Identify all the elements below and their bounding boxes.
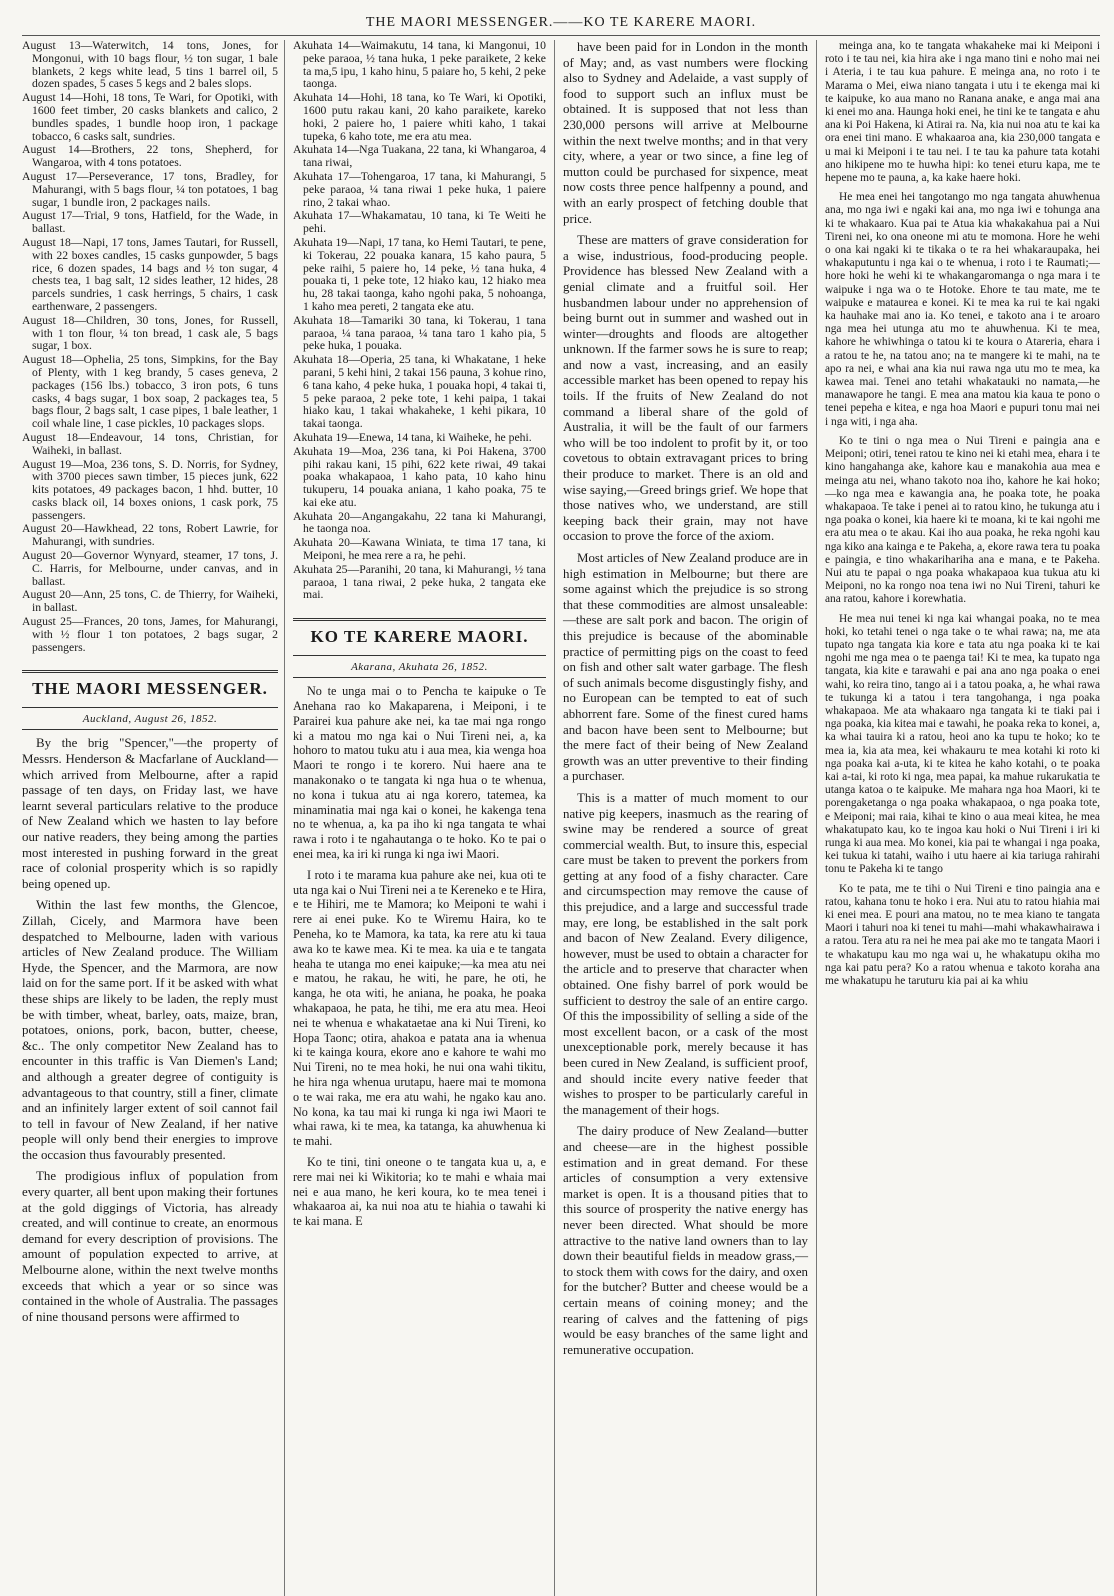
article-paragraph: The dairy produce of New Zealand—butter and cheese—are in the highest possible estimation and in great demand. For these articles of consumption a very extensive market is open. It is a thousand pities that to this source of prosperity the native energy has never been directed. What should be more attractive to the native land owners than to lay down their beautiful fields in meadow grass,—to stock them with cows for the dairy, and oxen for the butcher? Butter and cheese would be a certain means of coining money; and the rearing of calves and the fattening of pigs would be easy branches of the same light and remunerative occupation. bbox=[563, 1124, 808, 1357]
article-paragraph: The prodigious influx of population from every quarter, all bent upon making their fortunes at the gold diggings of Victoria, has already created, and will continue to create, an enormous demand for every description of provisions. The amount of population expected to arrive, at Melbourne alone, within the next twelve months exceeds that which a year or so since was contained in the whole of Australia. The passages of nine thousand persons were affirmed to bbox=[22, 1169, 278, 1324]
maori-dateline: Akarana, Akuhata 26, 1852. bbox=[293, 655, 546, 673]
maori-article bbox=[293, 684, 546, 1229]
maori-article-continued bbox=[825, 40, 1100, 988]
shipping-entry: August 14—Brothers, 22 tons, Shepherd, for Wangaroa, with 4 tons potatoes. bbox=[22, 143, 278, 170]
shipping-entry: Akuhata 14—Hohi, 18 tana, ko Te Wari, ki Opotiki, 1600 putu rakau kani, 20 kaho paraikete, kareko hoki, 2 paiere ho, 1 paiere whiti kaho, 1 takai tupeka, 6 kaho tote, me era atu mea. bbox=[293, 91, 546, 143]
shipping-entry: August 17—Trial, 9 tons, Hatfield, for the Wade, in ballast. bbox=[22, 209, 278, 236]
shipping-entry: August 20—Hawkhead, 22 tons, Robert Lawrie, for Mahurangi, with sundries. bbox=[22, 522, 278, 549]
column-3 bbox=[554, 40, 816, 1596]
column-2 bbox=[284, 40, 554, 1596]
article-paragraph: He mea enei hei tangotango mo nga tangata ahuwhenua ana, mo nga iwi e ngaki kai ana, mo nga iwi e tohunga ana ki te whakaaro. Kua pai te Atua kia whakakahua pai a Nui Tireni nei, ko ona oneone mi atu te momona. Hore he wehi o ona kai ngaki ki te tikaka o te ra hei whakaraupaka, hei whakaputuntu i nga kai o te whenua, i roto i te Raumati;—hore hoki he wehi ki te whakangaromanga o nga mara i te waipuke i nga wa o te Hotoke. Ehore te tau mate, me te waipuke e mataurea e konei. Ki te mea ka rui te kai ngaki ka hauhake mai ano ia. Ko tenei, e takoto ana i te aroaro nga mea hei utunga atu mo te ahuwhenua. Ki te mea, kahore he whiwhinga o tatou ki te koura o Atareria, ehara i a ratou te he, na tatou ano; na te mangere ki te mahi, na te apo ra nei, e whai ana kia nui rawa nga utu mo te mea, ka kawea mai. Tenei ano tetahi whakatauki no namata,—he manawapore he tangi. E mea ana matou kia kaua te pono o tenei pepeha e kitea, e nga hoa Maori e pupuri tonu mai nei i nga witi, i nga aha. bbox=[825, 191, 1100, 428]
article-paragraph: meinga ana, ko te tangata whakaheke mai ki Meiponi i roto i te tau nei, kia hira ake i nga mano tini e noho mai nei i Ateria, i te tau kua pahure. E meinga ana, no roto i te Marama o Mei, eiwa niano tangata i utu i te ekenga mai ki te kaipuke, ko aua mano no Ranana anake, e anga mai ana ki enei mo ana. Haunga hoki enei, he tini ke te tangata e ahu ana ki Poi Hakena, ki Atirai ra. Na, kia nui noa atu te kai ka ora enei tini mano. E whakaaroa ana, kia 230,000 tangata e u mai ki Meiponi i te tau nei. I te tau ka pahure tata kotahi ano hikipene mo te huwha hipi: ko tenei eturu kapa, me te hepene mo te pauna, a, ka kake haere hoki. bbox=[825, 40, 1100, 185]
shipping-list-maori bbox=[293, 40, 546, 602]
shipping-entry: Akuhata 25—Paranihi, 20 tana, ki Mahurangi, ½ tana paraoa, 1 tana riwai, 2 peke huka, 2 tangata eke mai. bbox=[293, 562, 546, 602]
english-article bbox=[22, 736, 278, 1325]
column-4 bbox=[816, 40, 1100, 1596]
english-masthead-title: THE MAORI MESSENGER. bbox=[32, 679, 268, 699]
shipping-entry: August 17—Perseverance, 17 tons, Bradley, for Mahurangi, with 5 bags flour, ¼ ton potatoes, 1 bag sugar, 1 bundle iron, 2 packages nails. bbox=[22, 169, 278, 209]
shipping-entry: Akuhata 18—Tamariki 30 tana, ki Tokerau, 1 tana paraoa, ¼ tana paraoa, ¼ tana taro 1 kaho pia, 5 peke huka, 1 pouaka. bbox=[293, 313, 546, 353]
article-paragraph: Ko te pata, me te tihi o Nui Tireni e tino paingia ana e ratou, kahana tonu te hoko i era. Nui atu to ratou hiahia mai ki enei mea. E pouri ana matou, no te mea kiano te tangata Maori i tahuri noa ki tenei tu mahi—mahi whakawhairawa i a ratou. Tera atu ra nei he mea pai ake mo te tangata Maori i te whakatupu kau mo nga wai u, he whakatupu okiha mo nga kai patu pera? Ko a ratou whenua e takoto koraha ana me whakatupu he taruturu kia pai ai ka whiu bbox=[825, 882, 1100, 988]
shipping-entry: Akuhata 19—Enewa, 14 tana, ki Waiheke, he pehi. bbox=[293, 430, 532, 444]
shipping-entry: August 19—Moa, 236 tons, S. D. Norris, for Sydney, with 3700 pieces sawn timber, 15 pieces junk, 622 kits potatoes, 49 packages bacon, 1 hhd. butter, 10 casks black oil, 14 boxes onions, 1 cask pork, 75 passengers. bbox=[22, 457, 278, 522]
shipping-entry: Akuhata 20—Kawana Winiata, te tima 17 tana, ki Meiponi, he mea rere a ra, he pehi. bbox=[293, 536, 546, 563]
running-head: THE MAORI MESSENGER.——KO TE KARERE MAORI. bbox=[22, 14, 1100, 36]
shipping-entry: Akuhata 18—Operia, 25 tana, ki Whakatane, 1 heke parani, 5 kehi hini, 2 takai 156 pauna, 3 kohue rino, 6 tana kaho, 4 peke huka, 1 pouaka hopi, 4 takai ti, 5 peke paraoa, 2 peke tote, 1 kehi paipa, 1 takai hiako kau, 1 takai whakaheke, 1 kehi pikara, 10 takai taonga. bbox=[293, 353, 546, 431]
shipping-entry: August 14—Hohi, 18 tons, Te Wari, for Opotiki, with 1600 feet timber, 20 casks blankets and calico, 2 bundles spades, 1 bundle hoop iron, 1 package tobacco, 6 casks salt, sundries. bbox=[22, 91, 278, 143]
shipping-entry: Akuhata 19—Moa, 236 tana, ki Poi Hakena, 3700 pihi rakau kani, 15 pihi, 622 kete riwai, 49 takai poaka whakapaoa, 1 kaho pata, 10 kaho hinu tukuperu, 14 pouaka aniana, 1 kaho poaka, 75 te kai eke atu. bbox=[293, 444, 546, 509]
maori-masthead bbox=[293, 618, 546, 678]
shipping-entry: Akuhata 17—Whakamatau, 10 tana, ki Te Weiti he pehi. bbox=[293, 209, 546, 236]
shipping-entry: August 18—Napi, 17 tons, James Tautari, for Russell, with 22 boxes candles, 15 casks gunpowder, 5 bags rice, 6 dozen spades, 14 bags and ½ ton sugar, 4 chests tea, 1 bag salt, 12 sides leather, 12 hides, 28 parcels sundries, 1 cask herrings, 5 chairs, 1 cask earthenware, 2 passengers. bbox=[22, 235, 278, 313]
article-paragraph: have been paid for in London in the month of May; and, as vast numbers were flocking also to Sydney and Adelaide, a vast supply of food to support such an influx must be obtained. It is supposed that not less than 230,000 persons will arrive at Melbourne within the next twelve months; and in that very city, where, a year or two since, a fine leg of mutton could be purchased for sixpence, meat now costs three pence halfpenny a pound, and with an early prospect of fetching double that price. bbox=[563, 40, 808, 226]
article-paragraph: By the brig "Spencer,"—the property of Messrs. Henderson & Macfarlane of Auckland—which arrived from Melbourne, after a rapid passage of ten days, on Friday last, we have learnt several particulars relative to the produce of New Zealand which we hasten to lay before our native readers, they being among the parties most interested in pushing forward in the great race of colonial prosperity which is so rapidly being opened up. bbox=[22, 736, 278, 891]
article-paragraph: Ko te tini, tini oneone o te tangata kua u, a, e rere mai nei ki Wikitoria; ko te mahi e whaia mai nei e aua mano, he keri koura, ko te mea tenei i whakaaroa ai, ka nui noa atu te hiahia o tawahi ki te kai mana. E bbox=[293, 1154, 546, 1229]
shipping-entry: August 18—Children, 30 tons, Jones, for Russell, with 1 ton flour, ¼ ton bread, 1 cask ale, 5 bags sugar, 1 box. bbox=[22, 313, 278, 353]
article-paragraph: Ko te tini o nga mea o Nui Tireni e paingia ana e Meiponi; otiri, tenei ratou te kino nei ki etahi mea, ehara i te kino hangahanga ake, kahore kau e manakohia aua mea e meinga atu nei, whano takoto noa iho, kahore he kai hoko;—ko nga mea e kawangia ana, he poaka tote, he poaka whakapaoa. Te take i penei ai to ratou kino, he tukunga atu i nga poaka o konei, kia haere ki te moana, ki te kai ngohi me era atu mea o te akau. Kai iho aua poaka, he reka ngohi kau nga kiko ana kainga e te Pakeha, a, ekore rawa tera tu poaka e paingia, e tino whakarihariha ana e mana, e te Pakeha. Nui atu te papai o nga poaka whakapaoa kua tukua atu ki Meiponi, no ka rongo noa tena iwi no Nui Tireni, tahuri ke ana ratou, kahore i korewhatia. bbox=[825, 434, 1100, 606]
shipping-list-english bbox=[22, 40, 278, 654]
article-paragraph: This is a matter of much moment to our native pig keepers, inasmuch as the rearing of swine may be rendered a source of great commercial wealth. But, to insure this, especial care must be taken to prevent the porkers from getting at any food of a fishy character. Care and circumspection may remove the cause of this prejudice, and a large and successful trade may, ere long, be established in the salt pork and bacon of New Zealand. Every diligence, however, must be used to obtain a character for the article and to preserve that character when obtained. One fishy barrel of pork would be sufficient to destroy the sale of an entire cargo. Of this the impossibility of selling a side of the most excellent bacon, or a cask of the most unexceptionable pork, merely because it has been cured in New Zealand, is sufficient proof, and should incite every native feeder that wishes to prosper to be particularly careful in the management of their hogs. bbox=[563, 790, 808, 1117]
shipping-entry: August 13—Waterwitch, 14 tons, Jones, for Mongonui, with 10 bags flour, ½ ton sugar, 1 bale blankets, 2 kegs white lead, 5 tins 1 barrel oil, 5 dozen spades, 5 cases 5 kegs and 2 bales slops. bbox=[22, 40, 278, 91]
article-paragraph: Within the last few months, the Glencoe, Zillah, Cicely, and Marmora have been despatched to Melbourne, laden with various articles of New Zealand produce. The William Hyde, the Spencer, and the Marmora, are now laid on for the same port. If it be asked with what these ships are likely to be laden, the reply must be with timber, wheat, barley, oats, maize, bran, potatoes, onions, pork, bacon, butter, cheese, &c.. The only competitor New Zealand has to encounter in this traffic is Van Diemen's Land; and although a greater degree of contiguity is advantageous to that country, still a finer, climate and an infinitely larger extent of soil cannot fail to tell in favour of New Zealand, if her native people will only bend their energies to improve the occasion thus favourably presented. bbox=[22, 898, 278, 1162]
article-paragraph: I roto i te marama kua pahure ake nei, kua oti te uta nga kai o Nui Tireni nei a te Kereneko e te Hira, e te Hihiri, me te Mamora; ko Meiponi te wahi i rere ai enei puke. Ko te Wiremu Haira, ko te Peneha, ko te Mamora, ka tata, ka rere atu ki taua awa ko te kawe mea. Ki te mea. ka uia e te tangata heaha te utanga mo enei kaipuke;—ka mea atu nei e matou, he rakau, he witi, he pare, he oti, he kanga, he ota witi, he aniana, he poaka, he poaka whakapaoa, he pata, he tihi, me era atu mea. Heoi nei te whenua e whakataetae ana ki Nui Tireni, ko Hopa Taonc; otira, ahakoa e patata ana ia whenua ki te kainga koura, ekore ano e kahore te wahi mo Nui Tireni, no te mea hoki, he nui ona wahi tikitu, he hira nga whenua urutapu, haere mai te momona o te wai raka, me era atu wahi, he ngako kau ano. No kona, ka tau mai ki runga ki nga iwi Maori te whai rawa, ki te mea, ka tatanga, ka ahuwhenua ki te mahi. bbox=[293, 867, 546, 1149]
shipping-entry: August 20—Ann, 25 tons, C. de Thierry, for Waiheki, in ballast. bbox=[22, 588, 278, 615]
maori-masthead-title: KO TE KARERE MAORI. bbox=[310, 627, 529, 647]
shipping-entry: August 18—Ophelia, 25 tons, Simpkins, for the Bay of Plenty, with 1 keg brandy, 5 cases geneva, 2 packages (156 lbs.) tobacco, 3 iron pots, 6 tuns casks, 4 bags sugar, 1 box soap, 2 packages tea, 5 bags flour, 2 bags salt, 1 case pipes, 1 bale leather, 1 coil whale line, 1 case pickles, 10 packages slops. bbox=[22, 353, 278, 431]
shipping-entry: Akuhata 17—Tohengaroa, 17 tana, ki Mahurangi, 5 peke paraoa, ¼ tana riwai 1 peke huka, 1 paiere rino, 2 takai whao. bbox=[293, 169, 546, 209]
shipping-entry: August 20—Governor Wynyard, steamer, 17 tons, J. C. Harris, for Melbourne, under canvas, and in ballast. bbox=[22, 549, 278, 588]
shipping-entry: August 18—Endeavour, 14 tons, Christian, for Waiheki, in ballast. bbox=[22, 430, 278, 457]
english-dateline: Auckland, August 26, 1852. bbox=[22, 707, 278, 725]
shipping-entry: August 25—Frances, 20 tons, James, for Mahurangi, with ½ flour 1 ton potatoes, 2 bags sugar, 2 passengers. bbox=[22, 615, 278, 654]
article-paragraph: Most articles of New Zealand produce are in high estimation in Melbourne; but there are some against which the prejudice is so strong that these commodities are almost unsaleable:—these are salt pork and bacon. The origin of this prejudice is because of the abominable practice of permitting pigs on the coast to feed on fish and other salt water garbage. The flesh of such animals become disgustingly fishy, and no European can be tempted to eat of such abhorrent fare. Some of the finest cured hams and bacon have been sent to Melbourne; but the mere fact of their being of New Zealand growth was an utter preventive to their finding a purchaser. bbox=[563, 551, 808, 784]
article-paragraph: These are matters of grave consideration for a wise, industrious, food-producing people. Providence has blessed New Zealand with a genial climate and a fruitful soil. Her husbandmen labour under no apprehension of being burnt out in summer and washed out in winter—droughts and floods are altogether unknown. If the farmer sows he is sure to reap; and now a vast, increasing, and an easily accessible market has been opened to repay his toils. If the fruits of New Zealand do not command a liberal share of the gold of Australia, it will be the fault of our farmers who will be too indolent to profit by it, or too covetous to obtain extravagant prices to bring their produce to market. There is an old and wise saying,—Greed brings grief. We hope that those natives who, we understand, are still keeping back their grain, may not have occasion to prove the force of the axiom. bbox=[563, 233, 809, 544]
column-1 bbox=[22, 40, 284, 1596]
shipping-entry: Akuhata 19—Napi, 17 tana, ko Hemi Tautari, te pene, ki Tokerau, 22 pouaka kanara, 15 kaho paura, 5 peke raihi, 5 paiere ho, 14 peke, ½ tana huka, 4 pouaka ti, 1 peke tote, 12 hiako kau, 12 hiako mea hu, 28 takai taonga, kaho ngohi paka, 5 nohoanga, 1 kaho mea pereti, 2 tangata eke atu. bbox=[293, 235, 546, 313]
english-masthead bbox=[22, 670, 278, 730]
article-paragraph: He mea nui tenei ki nga kai whangai poaka, no te mea hoki, ko tetahi tenei o nga take o te whai rawa; na, me ata tupato nga tangata kia kore e tata atu nga poaka ki te kai ngohi me nga mea o te paenga tai! Ki te mea, ka tupato nga tangata, kia kite e tarawahi e pai ana ano nga poaka o enei wahi, ko reira tino, tango ai i a tatou poaka, a, he whai rawa te tukunga ki a tatou i tera tangohanga, i nga poaka whakapaoa. Me ata whakaaro nga tangata ki te tiaki pai i nga poaka, kia kitea mai e tawahi, he poaka reka to konei, a, ka whai tauira ki a ratou, heoi ano ka tupu te hoko; ko te mea ia, kia ata mea, kei whakauru te mea kotahi ki roto ki nga poaka kai a-uta, ki te kitea he kaho kotahi, o te poaka kai a-tai, ki roto ki nga, mea papai, ka mahue rukarukatia te utanga katoa o te kaipuke. Me mahara nga hoa Maori, ki te porengaketanga o nga poaka whakapaoa, o nga poaka tote, e Meiponi; mai raia, kihai te kino o aua meai kitea, he mea whakatupato kau, ko te ingoa kau hoki o Nui Tireni i iri ki runga ki aua mea. Mo konei, kia pai te whangai i nga poaka, kei tukua ki tatahi, waiho i utu haere ai kia tariuga rahirahi tonu te Pakeha ki te tango bbox=[825, 612, 1100, 876]
article-paragraph: No te unga mai o to Pencha te kaipuke o Te Anehana rao ko Makaparena, i Meiponi, i te Parairei kua pahure ake nei, ka tae mai nga rongo ki a matou mo nga kai o Nui Tireni nei, a, ka hohoro to matou tuku atu i aua mea, kia wenga hoa Maori te rongo i te korero. Nui haere ana te manakonako o te tangata ki nga hua o te whenua, no kona i tukua atu ai nga korero, tatemea, ka minaminatia mai nga kai o konei, he kakenga tena no te whenua, a, ka pa iho ki nga tangata te whai rawa i roto i te ngahautanga o te hoko. Ko te pai o enei mea, ka iri ki runga ki nga iwi Maori. bbox=[293, 684, 546, 862]
shipping-entry: Akuhata 14—Nga Tuakana, 22 tana, ki Whangaroa, 4 tana riwai, bbox=[293, 143, 546, 170]
shipping-entry: Akuhata 14—Waimakutu, 14 tana, ki Mangonui, 10 peke paraoa, ½ tana huka, 1 peke paraikete, 2 keke ta ma,5 ipu, 1 kaho hinu, 5 paiare ho, 5 kehi, 2 peke taonga. bbox=[293, 40, 546, 91]
shipping-entry: Akuhata 20—Angangakahu, 22 tana ki Mahurangi, he taonga noa. bbox=[293, 509, 546, 536]
english-article-continued bbox=[563, 40, 808, 1358]
columns bbox=[22, 40, 1100, 1596]
